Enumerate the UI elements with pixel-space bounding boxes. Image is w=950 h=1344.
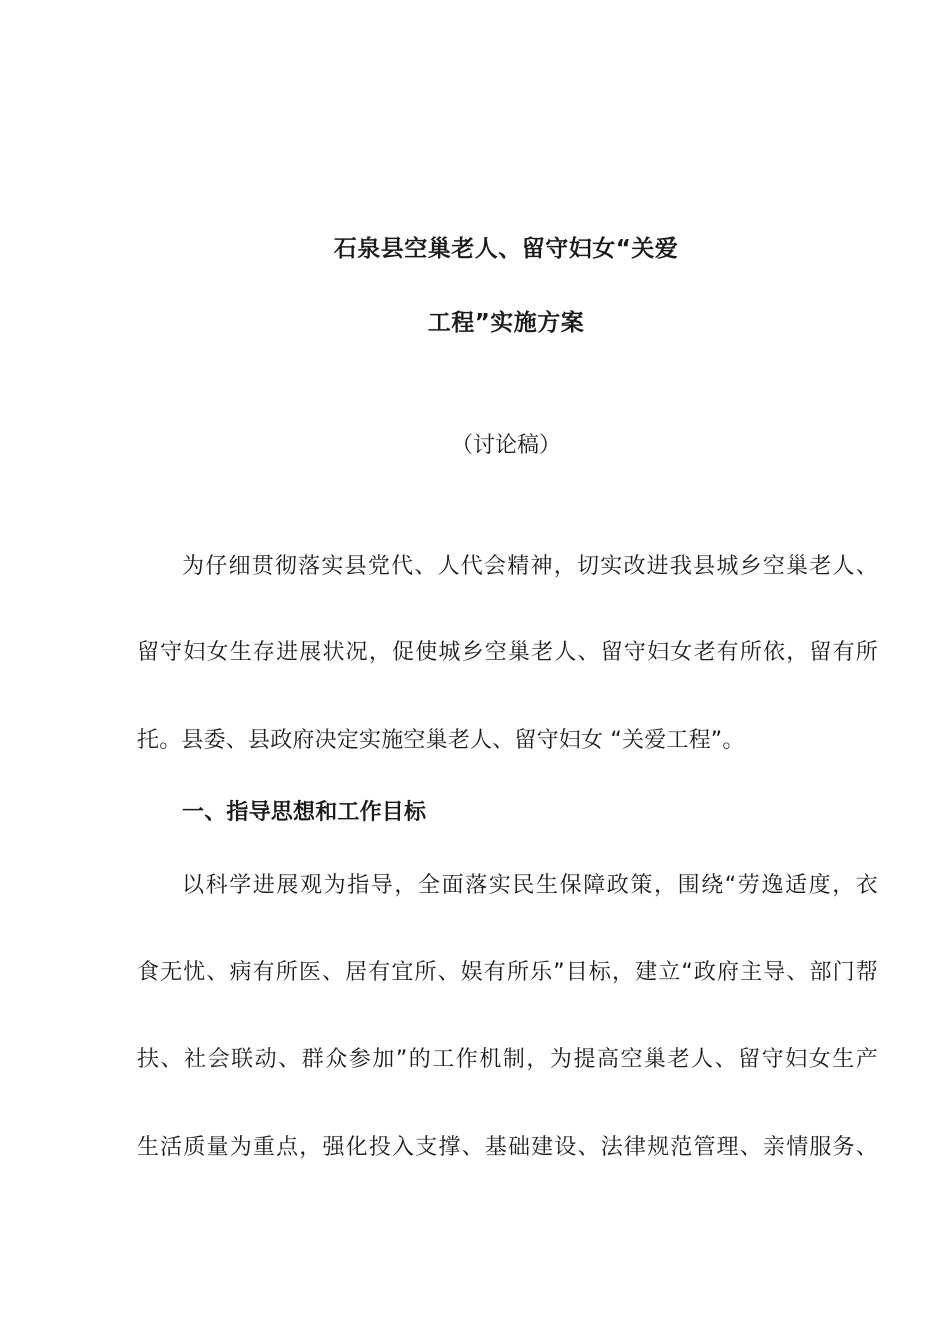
document-subtitle: （讨论稿） bbox=[450, 433, 561, 458]
paragraph-1-line-1: 为仔细贯彻落实县党代、人代会精神，切实改进我县城乡空巢老人、 bbox=[182, 554, 878, 579]
paragraph-1-line-3: 托。县委、县政府决定实施空巢老人、留守妇女 “关爱工程”。 bbox=[137, 728, 745, 753]
paragraph-1-line-2: 留守妇女生存进展状况，促使城乡空巢老人、留守妇女老有所依，留有所 bbox=[137, 640, 878, 665]
document-title-line-1: 石泉县空巢老人、留守妇女“关爱 bbox=[333, 236, 679, 262]
paragraph-2-line-1: 以科学进展观为指导，全面落实民生保障政策，围绕“劳逸适度，衣 bbox=[182, 873, 878, 898]
document-title-line-2: 工程”实施方案 bbox=[427, 310, 585, 336]
section-heading-1: 一、指导思想和工作目标 bbox=[182, 800, 427, 825]
paragraph-2-line-3: 扶、社会联动、群众参加”的工作机制，为提高空巢老人、留守妇女生产 bbox=[137, 1047, 878, 1072]
paragraph-2-line-2: 食无忧、病有所医、居有宜所、娱有所乐”目标，建立“政府主导、部门帮 bbox=[137, 960, 878, 985]
paragraph-2-line-4: 生活质量为重点，强化投入支撑、基础建设、法律规范管理、亲情服务、 bbox=[137, 1135, 878, 1160]
